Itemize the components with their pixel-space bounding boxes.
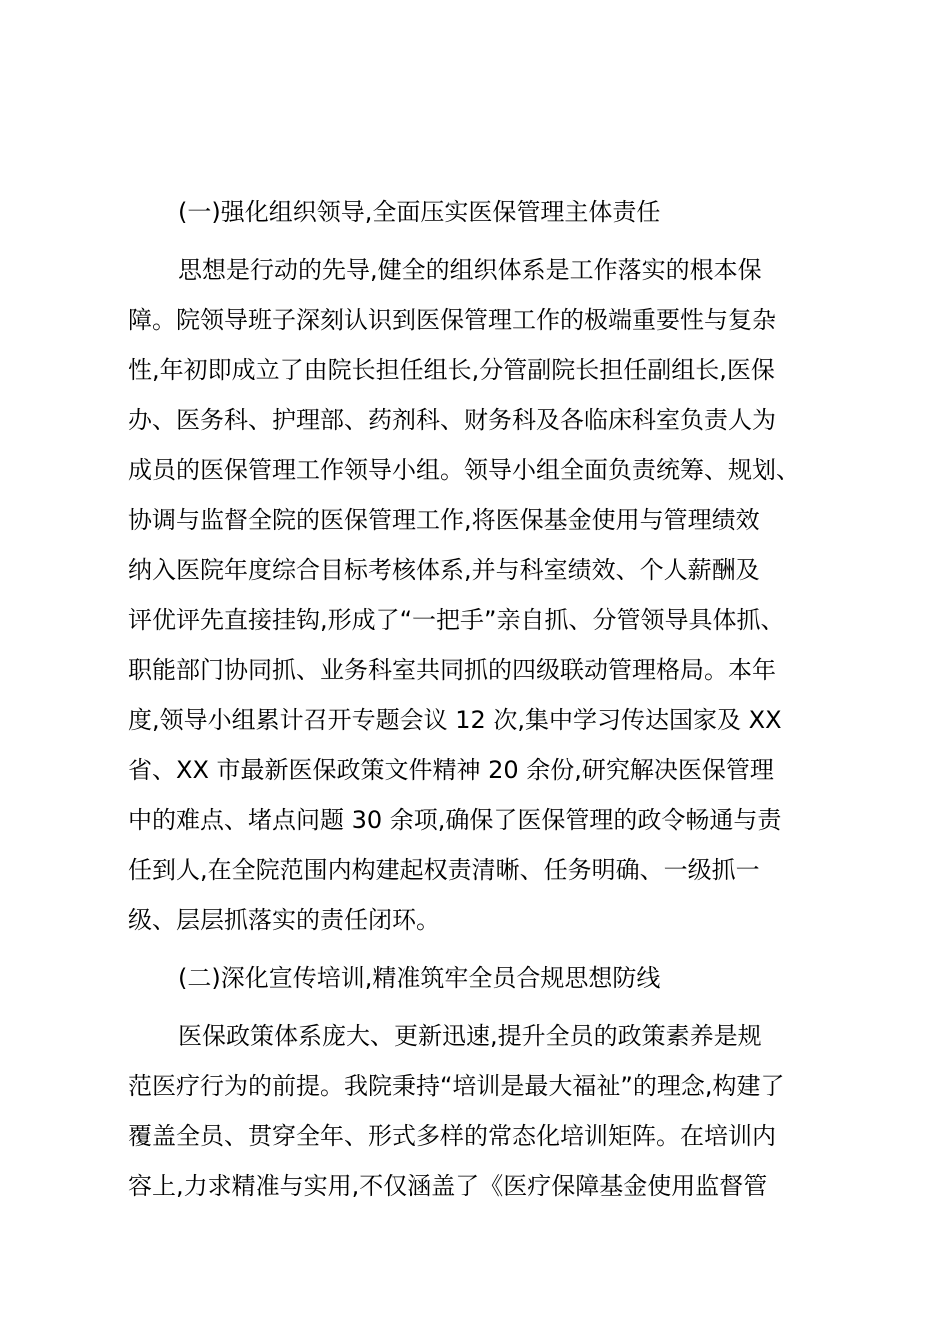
- paragraph-line: 度,领导小组累计召开专题会议 12 次,集中学习传达国家及 XX: [128, 706, 782, 734]
- paragraph-line: 覆盖全员、贯穿全年、形式多样的常态化培训矩阵。在培训内: [128, 1122, 776, 1150]
- paragraph-2: [128, 1011, 828, 1211]
- paragraph-line: 成员的医保管理工作领导小组。领导小组全面负责统筹、规划、: [128, 456, 800, 484]
- paragraph-line: 医保政策体系庞大、更新迅速,提升全员的政策素养是规: [178, 1022, 762, 1050]
- paragraph-line: 省、XX 市最新医保政策文件精神 20 余份,研究解决医保管理: [128, 756, 774, 784]
- paragraph-line: 纳入医院年度综合目标考核体系,并与科室绩效、个人薪酬及: [128, 556, 760, 584]
- paragraph-line: 性,年初即成立了由院长担任组长,分管副院长担任副组长,医保: [128, 356, 775, 384]
- paragraph-line: 中的难点、堵点问题 30 余项,确保了医保管理的政令畅通与责: [128, 806, 782, 834]
- section-heading-1: (一)强化组织领导,全面压实医保管理主体责任: [178, 198, 661, 226]
- paragraph-line: 思想是行动的先导,健全的组织体系是工作落实的根本保: [178, 256, 762, 284]
- document-body: [128, 187, 828, 1211]
- paragraph-line: 任到人,在全院范围内构建起权责清晰、任务明确、一级抓一: [128, 856, 760, 884]
- paragraph-line: 容上,力求精准与实用,不仅涵盖了《医疗保障基金使用监督管: [128, 1172, 768, 1200]
- paragraph-line: 职能部门协同抓、业务科室共同抓的四级联动管理格局。本年: [128, 656, 776, 684]
- paragraph-line: 协调与监督全院的医保管理工作,将医保基金使用与管理绩效: [128, 506, 760, 534]
- paragraph-line: 级、层层抓落实的责任闭环。: [128, 906, 440, 934]
- paragraph-line: 评优评先直接挂钩,形成了“一把手”亲自抓、分管领导具体抓、: [128, 606, 785, 634]
- paragraph-line: 范医疗行为的前提。我院秉持“培训是最大福祉”的理念,构建了: [128, 1072, 785, 1100]
- paragraph-line: 办、医务科、护理部、药剂科、财务科及各临床科室负责人为: [128, 406, 776, 434]
- section-heading-2: (二)深化宣传培训,精准筑牢全员合规思想防线: [178, 964, 661, 992]
- paragraph-line: 障。院领导班子深刻认识到医保管理工作的极端重要性与复杂: [128, 306, 776, 334]
- paragraph-1: [128, 245, 828, 945]
